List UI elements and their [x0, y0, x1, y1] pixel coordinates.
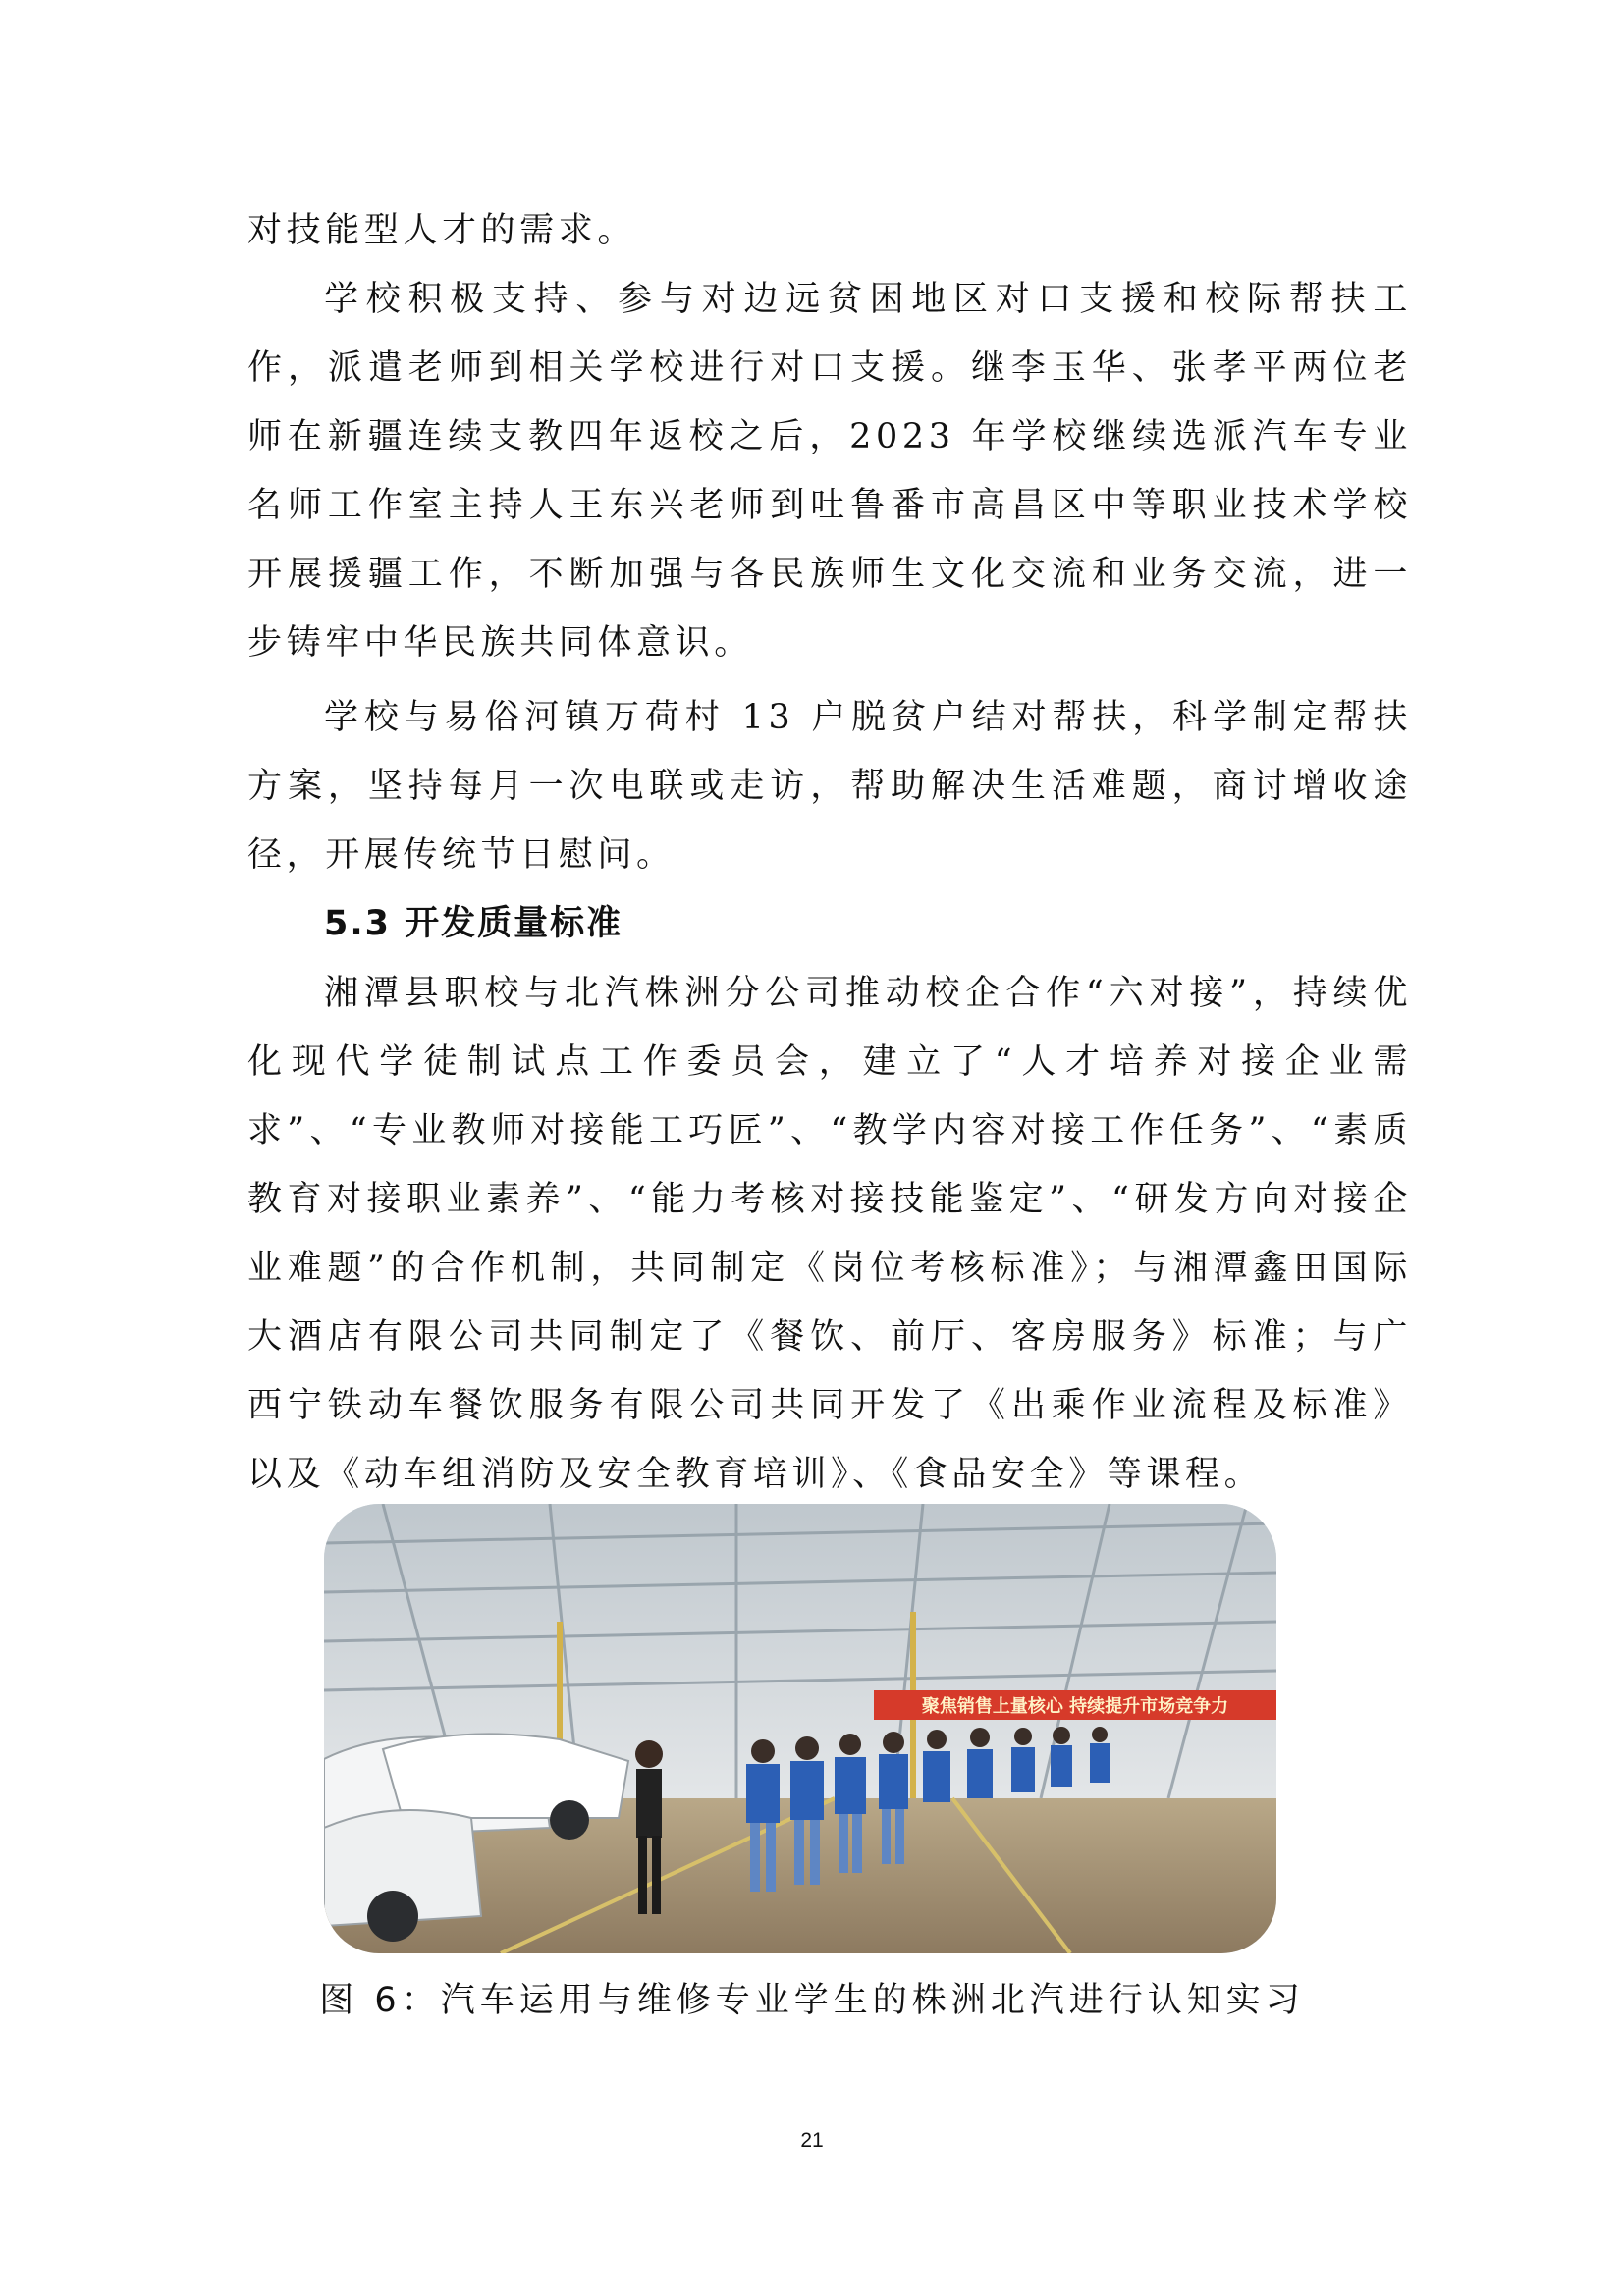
paragraph-quality-standards: 湘潭县职校与北汽株洲分公司推动校企合作“六对接”，持续优化现代学徒制试点工作委员会，建立了“人才培养对接企业需求”、“专业教师对接能工巧匠”、“教学内容对接工作任务”、“素质教育对接职业素养”、“能力考核对接技能鉴定”、“研发方向对接企业难题”的合作机制，共同制定《岗位考核标准》；与湘潭鑫田国际大酒店有限公司共同制定了《餐饮、前厅、客房服务》标准；与广西宁铁动车餐饮服务有限公司共同开发了《出乘作业流程及标准》以及《动车组消防及安全教育培训》、《食品安全》等课程。 [247, 974, 1412, 1494]
paragraph-support-work: 学校积极支持、参与对边远贫困地区对口支援和校际帮扶工作，派遣老师到相关学校进行对口支援。继李玉华、张孝平两位老师在新疆连续支教四年返校之后，2023 年学校继续选派汽车专业名师工作室主持人王东兴老师到吐鲁番市高昌区中等职业技术学校开展援疆工作，不断加强与各民族师生文化交流和业务交流，进一步铸牢中华民族共同体意识。 [247, 280, 1412, 663]
paragraph-continuation: 对技能型人才的需求。 [247, 211, 637, 250]
paragraph-poverty-alleviation: 学校与易俗河镇万荷村 13 户脱贫户结对帮扶，科学制定帮扶方案，坚持每月一次电联或走访，帮助解决生活难题，商讨增收途径，开展传统节日慰问。 [247, 698, 1412, 875]
factory-visit-photo [324, 1504, 1276, 1953]
section-heading: 5.3 开发质量标准 [324, 904, 623, 943]
figure-caption: 图 6：汽车运用与维修专业学生的株洲北汽进行认知实习 [319, 1981, 1305, 2020]
page-number: 21 [800, 2129, 824, 2152]
factory-banner-text: 聚焦销售上量核心 持续提升市场竞争力 [921, 1696, 1229, 1717]
